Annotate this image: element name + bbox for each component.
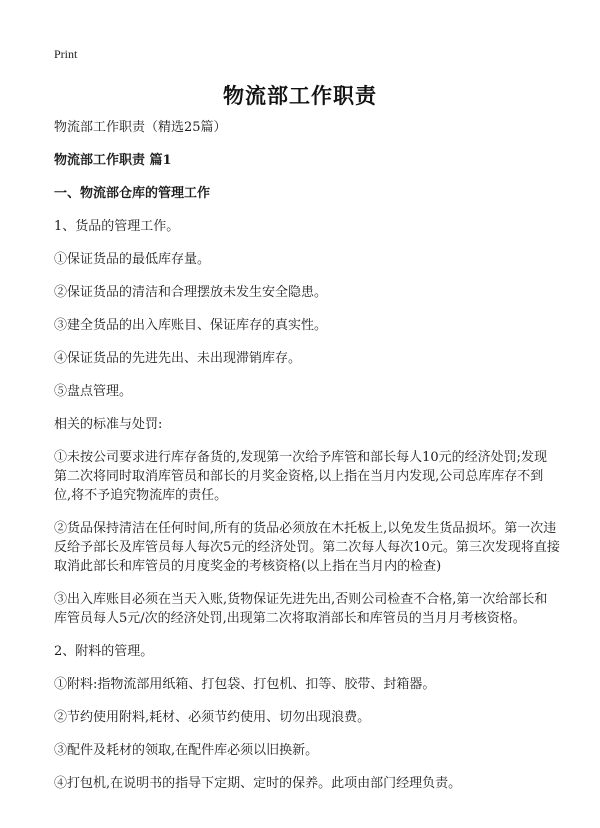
document-title: 物流部工作职责: [223, 83, 377, 108]
standards-heading: 相关的标准与处罚:: [54, 417, 163, 432]
penalty-2: ②货品保持清洁在任何时间,所有的货品必须放在木托板上,以免发生货品损坏。第一次违反给予部长及库管员每人每次5元的经济处罚。第二次每人每次10元。第三次发现将直接取消此部长和库管员的月度奖金的考核资格(以上指在当月内的检查): [54, 521, 560, 574]
document-subtitle: 物流部工作职责（精选25篇）: [54, 120, 227, 135]
item-2: 2、附料的管理。: [54, 644, 154, 659]
item-1-1: ①保证货品的最低库存量。: [54, 252, 211, 267]
item-1-4: ④保证货品的先进先出、未出现滞销库存。: [54, 351, 302, 366]
penalty-1: ①未按公司要求进行库存备货的,发现第一次给予库管和部长每人10元的经济处罚;发现第二次将同时取消库管员和部长的月奖金资格,以上指在当月内发现,公司总库库存不到位,将不予追究物流库的责任。: [54, 450, 548, 503]
document-body: [54, 118, 560, 807]
item-1-2: ②保证货品的清洁和合理摆放未发生安全隐患。: [54, 285, 328, 300]
part-heading: 一、物流部仓库的管理工作: [54, 186, 211, 201]
item-2-1: ①附料:指物流部用纸箱、打包袋、打包机、扣等、胶带、封箱器。: [54, 677, 436, 692]
item-2-4: ④打包机,在说明书的指导下定期、定时的保养。此项由部门经理负责。: [54, 776, 462, 791]
penalty-3: ③出入库账目必须在当天入账,货物保证先进先出,否则公司检查不合格,第一次给部长和库管员每人5元/次的经济处罚,出现第二次将取消部长和库管员的当月月考核资格。: [54, 592, 548, 626]
print-label: Print: [54, 47, 78, 61]
item-1-3: ③建全货品的出入库账目、保证库存的真实性。: [54, 318, 328, 333]
item-2-3: ③配件及耗材的领取,在配件库必须以旧换新。: [54, 743, 319, 758]
item-2-2: ②节约使用附料,耗材、必须节约使用、切勿出现浪费。: [54, 710, 371, 725]
section-heading: 物流部工作职责 篇1: [54, 153, 172, 168]
item-1: 1、货品的管理工作。: [54, 219, 180, 234]
item-1-5: ⑤盘点管理。: [54, 384, 133, 399]
